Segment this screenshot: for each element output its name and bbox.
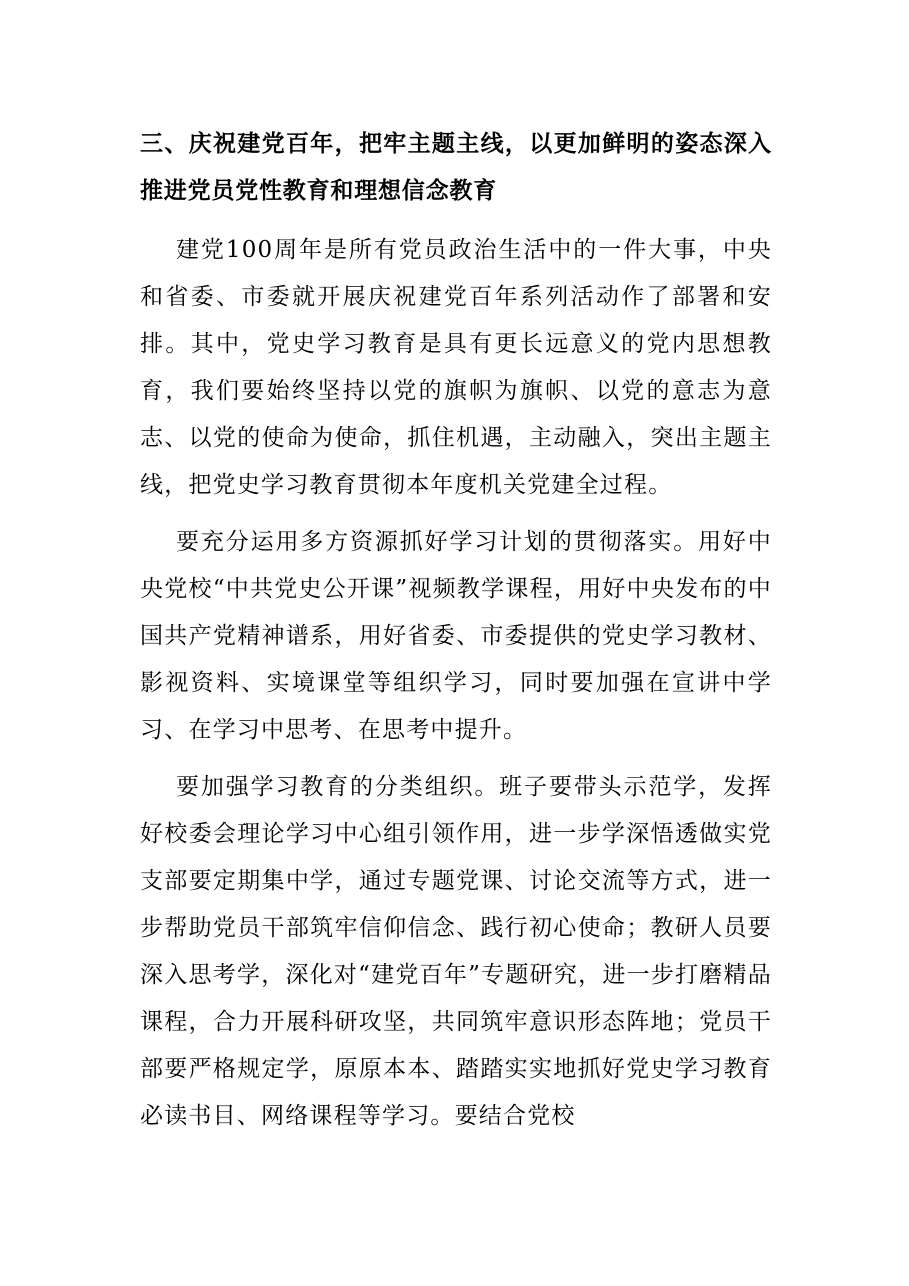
- document-body: [140, 121, 772, 1150]
- paragraph-3: 要加强学习教育的分类组织。班子要带头示范学，发挥好校委会理论学习中心组引领作用，进一步学深悟透做实党支部要定期集中学，通过专题党课、讨论交流等方式，进一步帮助党员干部筑牢信仰信念、践行初心使命；教研人员要深入思考学，深化对“建党百年”专题研究，进一步打磨精品课程，合力开展科研攻坚，共同筑牢意识形态阵地；党员干部要严格规定学，原原本本、踏踏实实地抓好党史学习教育必读书目、网络课程等学习。要结合党校: [140, 774, 772, 1129]
- paragraph-2: 要充分运用多方资源抓好学习计划的贯彻落实。用好中央党校“中共党史公开课”视频教学课程，用好中央发布的中国共产党精神谱系，用好省委、市委提供的党史学习教材、影视资料、实境课堂等组织学习，同时要加强在宣讲中学习、在学习中思考、在思考中提升。: [140, 529, 772, 743]
- paragraph-1: 建党100周年是所有党员政治生活中的一件大事，中央和省委、市委就开展庆祝建党百年系列活动作了部署和安排。其中，党史学习教育是具有更长远意义的党内思想教育，我们要始终坚持以党的旗帜为旗帜、以党的意志为意志、以党的使命为使命，抓住机遇，主动融入，突出主题主线，把党史学习教育贯彻本年度机关党建全过程。: [140, 237, 772, 498]
- section-heading: 三、庆祝建党百年，把牢主题主线，以更加鲜明的姿态深入推进党员党性教育和理想信念教育: [140, 131, 772, 204]
